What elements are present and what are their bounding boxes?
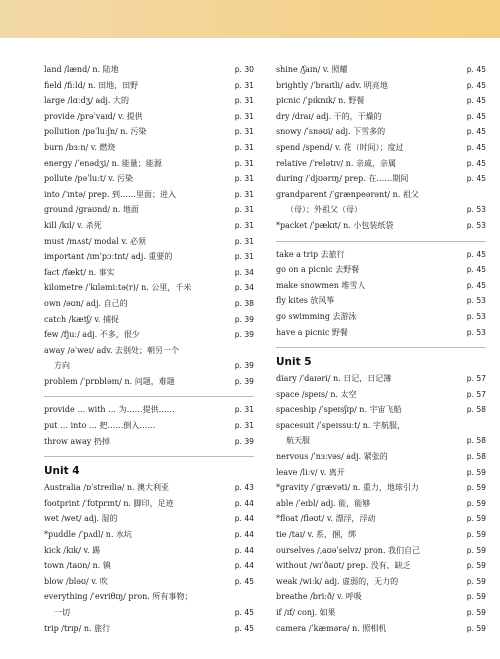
page-reference: p. 31 xyxy=(234,111,254,121)
page-reference: p. 44 xyxy=(234,498,254,508)
entry-text: go swimming 去游泳 xyxy=(276,311,357,321)
page-reference: p. 45 xyxy=(234,623,254,633)
page-reference: p. 45 xyxy=(466,280,486,290)
vocab-entry xyxy=(44,78,254,94)
page-reference: p. 45 xyxy=(466,127,486,137)
vocab-entry xyxy=(44,574,254,590)
vocab-entry xyxy=(44,558,254,574)
page-reference: p. 31 xyxy=(234,174,254,184)
entry-text: brightly /ˈbraɪtli/ adv. 明亮地 xyxy=(276,80,388,90)
entry-text: field /fiːld/ n. 田地，田野 xyxy=(44,80,139,90)
vocab-entry xyxy=(276,187,486,203)
page-reference: p. 59 xyxy=(466,576,486,586)
entry-text: *packet /ˈpækɪt/ n. 小包装纸袋 xyxy=(276,220,394,230)
page-reference: p. 59 xyxy=(466,514,486,524)
page-reference: p. 58 xyxy=(466,452,486,462)
vocab-entry xyxy=(44,496,254,512)
entry-text: burn /bɜːn/ v. 燃烧 xyxy=(44,142,116,152)
entry-text: energy /ˈenədʒi/ n. 能量；能源 xyxy=(44,158,162,168)
entry-text: must /mʌst/ modal v. 必须 xyxy=(44,236,147,246)
page-reference: p. 45 xyxy=(466,80,486,90)
page-reference: p. 59 xyxy=(466,608,486,617)
entry-text: go on a picnic 去野餐 xyxy=(276,265,360,275)
vocab-entry xyxy=(44,543,254,559)
entry-text: 一切 xyxy=(54,608,70,617)
page-reference: p. 38 xyxy=(234,298,254,308)
entry-text: able /ˈeɪbl/ adj. 能，能够 xyxy=(276,498,371,508)
page-reference: p. 45 xyxy=(466,142,486,152)
entry-text: throw away 扔掉 xyxy=(44,436,110,446)
page-reference: p. 58 xyxy=(466,405,486,415)
vocab-entry xyxy=(44,312,254,328)
entry-text: grandparent /ˈɡrænpeərənt/ n. 祖父 xyxy=(276,189,419,199)
vocab-entry xyxy=(276,124,486,140)
page-reference: p. 45 xyxy=(466,65,486,74)
page-reference: p. 45 xyxy=(466,265,486,275)
entry-text: few /fjuː/ adj. 不多，很少 xyxy=(44,330,140,340)
section-divider xyxy=(276,241,486,242)
page-reference: p. 34 xyxy=(234,267,254,277)
vocabulary-column-right xyxy=(276,62,486,636)
page-reference: p. 59 xyxy=(466,545,486,555)
page-reference: p. 31 xyxy=(234,405,254,415)
page-reference: p. 44 xyxy=(234,514,254,524)
vocab-entry xyxy=(44,187,254,203)
vocab-entry xyxy=(44,527,254,543)
page-reference: p. 45 xyxy=(234,576,254,586)
entry-text: during /ˈdjʊərɪŋ/ prep. 在……期间 xyxy=(276,174,409,184)
entry-text: relative /ˈrelətɪv/ n. 亲戚，亲属 xyxy=(276,158,396,168)
vocab-entry xyxy=(44,93,254,109)
section-divider xyxy=(44,396,254,397)
vocab-entry xyxy=(276,418,486,434)
vocab-entry xyxy=(44,140,254,156)
unit-heading: Unit 4 xyxy=(44,465,80,478)
vocab-entry xyxy=(276,325,486,341)
entry-text: picnic /ˈpɪknɪk/ n. 野餐 xyxy=(276,96,365,106)
vocab-entry xyxy=(276,543,486,559)
entry-text: pollute /pəˈluːt/ v. 污染 xyxy=(44,174,133,184)
vocab-entry xyxy=(44,589,254,605)
page-reference: p. 30 xyxy=(234,65,254,74)
vocab-entry xyxy=(44,327,254,343)
vocab-entry xyxy=(44,480,254,496)
entry-text: （母）；外祖父（母） xyxy=(286,205,362,215)
entry-text: ground /ɡraʊnd/ n. 地面 xyxy=(44,205,139,215)
vocab-entry xyxy=(276,449,486,465)
page-reference: p. 39 xyxy=(234,376,254,386)
page-reference: p. 43 xyxy=(234,483,254,493)
entry-text: wet /wet/ adj. 湿的 xyxy=(44,514,118,524)
page-reference: p. 59 xyxy=(466,498,486,508)
vocab-entry xyxy=(44,156,254,172)
vocab-entry xyxy=(44,296,254,312)
vocab-entry-continuation xyxy=(44,605,254,621)
vocab-entry xyxy=(276,621,486,637)
vocab-entry xyxy=(276,371,486,387)
page-reference: p. 59 xyxy=(466,561,486,571)
vocab-entry xyxy=(44,109,254,125)
vocab-entry xyxy=(276,109,486,125)
section-divider xyxy=(276,347,486,348)
entry-text: shine /ʃaɪn/ v. 照耀 xyxy=(276,65,348,74)
page-reference: p. 31 xyxy=(234,142,254,152)
entry-text: provide /prəˈvaɪd/ v. 提供 xyxy=(44,111,143,121)
entry-text: put … into … 把……倒入…… xyxy=(44,421,156,431)
entry-text: fact /fækt/ n. 事实 xyxy=(44,267,115,277)
page-reference: p. 31 xyxy=(234,189,254,199)
vocab-entry xyxy=(276,480,486,496)
page-reference: p. 59 xyxy=(466,467,486,477)
page-reference: p. 59 xyxy=(466,530,486,540)
page-reference: p. 44 xyxy=(234,561,254,571)
entry-text: provide … with … 为……提供…… xyxy=(44,405,175,415)
vocab-entry xyxy=(276,62,486,78)
unit-heading: Unit 5 xyxy=(276,356,312,369)
page-reference: p. 31 xyxy=(234,236,254,246)
entry-text: weak /wiːk/ adj. 虚弱的，无力的 xyxy=(276,576,399,586)
entry-text: 航天服 xyxy=(286,436,310,446)
page-reference: p. 53 xyxy=(466,220,486,230)
page-reference: p. 53 xyxy=(466,205,486,215)
page-reference: p. 53 xyxy=(466,311,486,321)
page-reference: p. 31 xyxy=(234,127,254,137)
vocab-entry xyxy=(44,374,254,390)
page-header-band xyxy=(0,0,500,38)
vocab-entry xyxy=(276,262,486,278)
vocab-entry xyxy=(276,309,486,325)
section-divider xyxy=(44,456,254,457)
entry-text: leave /liːv/ v. 离开 xyxy=(276,467,345,477)
vocab-entry xyxy=(276,589,486,605)
entry-text: blow /bləʊ/ v. 吹 xyxy=(44,576,108,586)
vocab-entry xyxy=(276,247,486,263)
page-reference: p. 31 xyxy=(234,96,254,106)
entry-text: problem /ˈprɒbləm/ n. 问题，难题 xyxy=(44,376,175,386)
page-reference: p. 57 xyxy=(466,374,486,384)
entry-text: trip /trɪp/ n. 旅行 xyxy=(44,623,111,633)
entry-text: camera /ˈkæmərə/ n. 照相机 xyxy=(276,623,387,633)
entry-text: fly kites 放风筝 xyxy=(276,296,335,306)
entry-text: space /speɪs/ n. 太空 xyxy=(276,389,357,399)
page-reference: p. 58 xyxy=(466,436,486,446)
entry-text: footprint /ˈfʊtprɪnt/ n. 脚印，足迹 xyxy=(44,498,174,508)
page-reference: p. 45 xyxy=(466,158,486,168)
entry-text: breathe /briːð/ v. 呼吸 xyxy=(276,592,362,602)
entry-text: tie /taɪ/ v. 系，捆，绑 xyxy=(276,530,357,540)
vocab-entry xyxy=(44,402,254,418)
entry-text: kick /kɪk/ v. 踢 xyxy=(44,545,101,555)
entry-text: kill /kɪl/ v. 杀死 xyxy=(44,220,102,230)
entry-text: diary /ˈdaɪəri/ n. 日记，日记簿 xyxy=(276,374,392,384)
vocab-entry xyxy=(44,511,254,527)
entry-text: take a trip 去旅行 xyxy=(276,249,345,259)
page-reference: p. 39 xyxy=(234,330,254,340)
entry-text: catch /kætʃ/ v. 捕捉 xyxy=(44,314,119,324)
entry-text: own /əʊn/ adj. 自己的 xyxy=(44,298,128,308)
vocabulary-column-left xyxy=(44,62,254,636)
page-reference: p. 34 xyxy=(234,283,254,293)
page-reference: p. 45 xyxy=(466,249,486,259)
vocab-entry xyxy=(276,527,486,543)
entry-text: if /ɪf/ conj. 如果 xyxy=(276,608,336,617)
entry-text: important /ɪmˈpɔːtnt/ adj. 重要的 xyxy=(44,252,173,262)
page-reference: p. 31 xyxy=(234,220,254,230)
vocab-entry xyxy=(276,171,486,187)
vocab-entry xyxy=(276,156,486,172)
page-reference: p. 45 xyxy=(234,608,254,617)
vocab-entry xyxy=(44,343,254,359)
page-reference: p. 31 xyxy=(234,80,254,90)
entry-text: *float /fləʊt/ v. 漂浮，浮动 xyxy=(276,514,376,524)
vocab-entry xyxy=(276,605,486,621)
entry-text: without /wɪˈðaʊt/ prep. 没有，缺乏 xyxy=(276,561,411,571)
page-reference: p. 59 xyxy=(466,483,486,493)
entry-text: kilometre /ˈkɪləmiːtə(r)/ n. 公里，千米 xyxy=(44,283,192,293)
entry-text: land /lænd/ n. 陆地 xyxy=(44,65,119,74)
page-reference: p. 53 xyxy=(466,296,486,306)
entry-text: Australia /ɒˈstreɪliə/ n. 澳大利亚 xyxy=(44,483,170,493)
page-reference: p. 39 xyxy=(234,314,254,324)
vocab-entry xyxy=(276,387,486,403)
vocab-entry-continuation xyxy=(44,358,254,374)
entry-text: make snowmen 堆雪人 xyxy=(276,280,366,290)
page-reference: p. 53 xyxy=(466,327,486,337)
vocab-entry xyxy=(44,418,254,434)
entry-text: *gravity /ˈɡrævəti/ n. 重力，地球引力 xyxy=(276,483,419,493)
vocab-entry xyxy=(276,511,486,527)
entry-text: spaceship /ˈspeɪsʃɪp/ n. 宇宙飞船 xyxy=(276,405,402,415)
vocab-entry xyxy=(44,234,254,250)
page-reference: p. 45 xyxy=(466,96,486,106)
entry-text: ourselves /ˌaʊəˈselvz/ pron. 我们自己 xyxy=(276,545,421,555)
entry-text: spend /spend/ v. 花（时间）；度过 xyxy=(276,142,404,152)
page-reference: p. 31 xyxy=(234,205,254,215)
vocab-entry xyxy=(44,280,254,296)
page-reference: p. 59 xyxy=(466,592,486,602)
entry-text: nervous /ˈnɜːvəs/ adj. 紧张的 xyxy=(276,452,388,462)
entry-text: have a picnic 野餐 xyxy=(276,327,348,337)
vocab-entry xyxy=(44,62,254,78)
entry-text: 方向 xyxy=(54,361,70,371)
vocab-entry xyxy=(276,278,486,294)
vocab-entry xyxy=(44,171,254,187)
vocab-entry xyxy=(276,465,486,481)
page-reference: p. 31 xyxy=(234,158,254,168)
vocab-entry xyxy=(276,402,486,418)
entry-text: large /lɑːdʒ/ adj. 大的 xyxy=(44,96,129,106)
entry-text: everything /ˈevriθɪŋ/ pron. 所有事物； xyxy=(44,592,193,602)
entry-text: town /taʊn/ n. 镇 xyxy=(44,561,111,571)
vocab-entry xyxy=(44,249,254,265)
page-reference: p. 44 xyxy=(234,545,254,555)
entry-text: spacesuit /ˈspeɪssuːt/ n. 宇航服， xyxy=(276,420,405,430)
vocab-entry xyxy=(276,574,486,590)
page-reference: p. 45 xyxy=(466,111,486,121)
entry-text: dry /draɪ/ adj. 干的，干燥的 xyxy=(276,111,382,121)
vocab-entry xyxy=(44,202,254,218)
vocab-entry xyxy=(44,265,254,281)
vocab-entry xyxy=(276,218,486,234)
vocab-entry xyxy=(276,78,486,94)
vocab-entry xyxy=(44,218,254,234)
entry-text: pollution /pəˈluːʃn/ n. 污染 xyxy=(44,127,147,137)
page-reference: p. 31 xyxy=(234,421,254,431)
page-reference: p. 44 xyxy=(234,530,254,540)
page-reference: p. 59 xyxy=(466,623,486,633)
page-reference: p. 39 xyxy=(234,436,254,446)
vocab-entry xyxy=(276,140,486,156)
vocab-entry-continuation xyxy=(276,202,486,218)
page-reference: p. 57 xyxy=(466,389,486,399)
vocab-entry xyxy=(44,621,254,637)
vocab-entry xyxy=(44,124,254,140)
entry-text: into /ˈɪntə/ prep. 到……里面；进入 xyxy=(44,189,176,199)
page-reference: p. 39 xyxy=(234,361,254,371)
entry-text: snowy /ˈsnəʊi/ adj. 下雪多的 xyxy=(276,127,386,137)
vocab-entry xyxy=(276,496,486,512)
page-reference: p. 45 xyxy=(466,174,486,184)
page-reference: p. 31 xyxy=(234,252,254,262)
vocab-entry xyxy=(276,293,486,309)
vocab-entry-continuation xyxy=(276,433,486,449)
vocab-entry xyxy=(44,434,254,450)
vocab-entry xyxy=(276,93,486,109)
vocab-entry xyxy=(276,558,486,574)
entry-text: *puddle /ˈpʌdl/ n. 水坑 xyxy=(44,530,133,540)
entry-text: away /əˈweɪ/ adv. 去别处；朝另一个 xyxy=(44,345,180,355)
